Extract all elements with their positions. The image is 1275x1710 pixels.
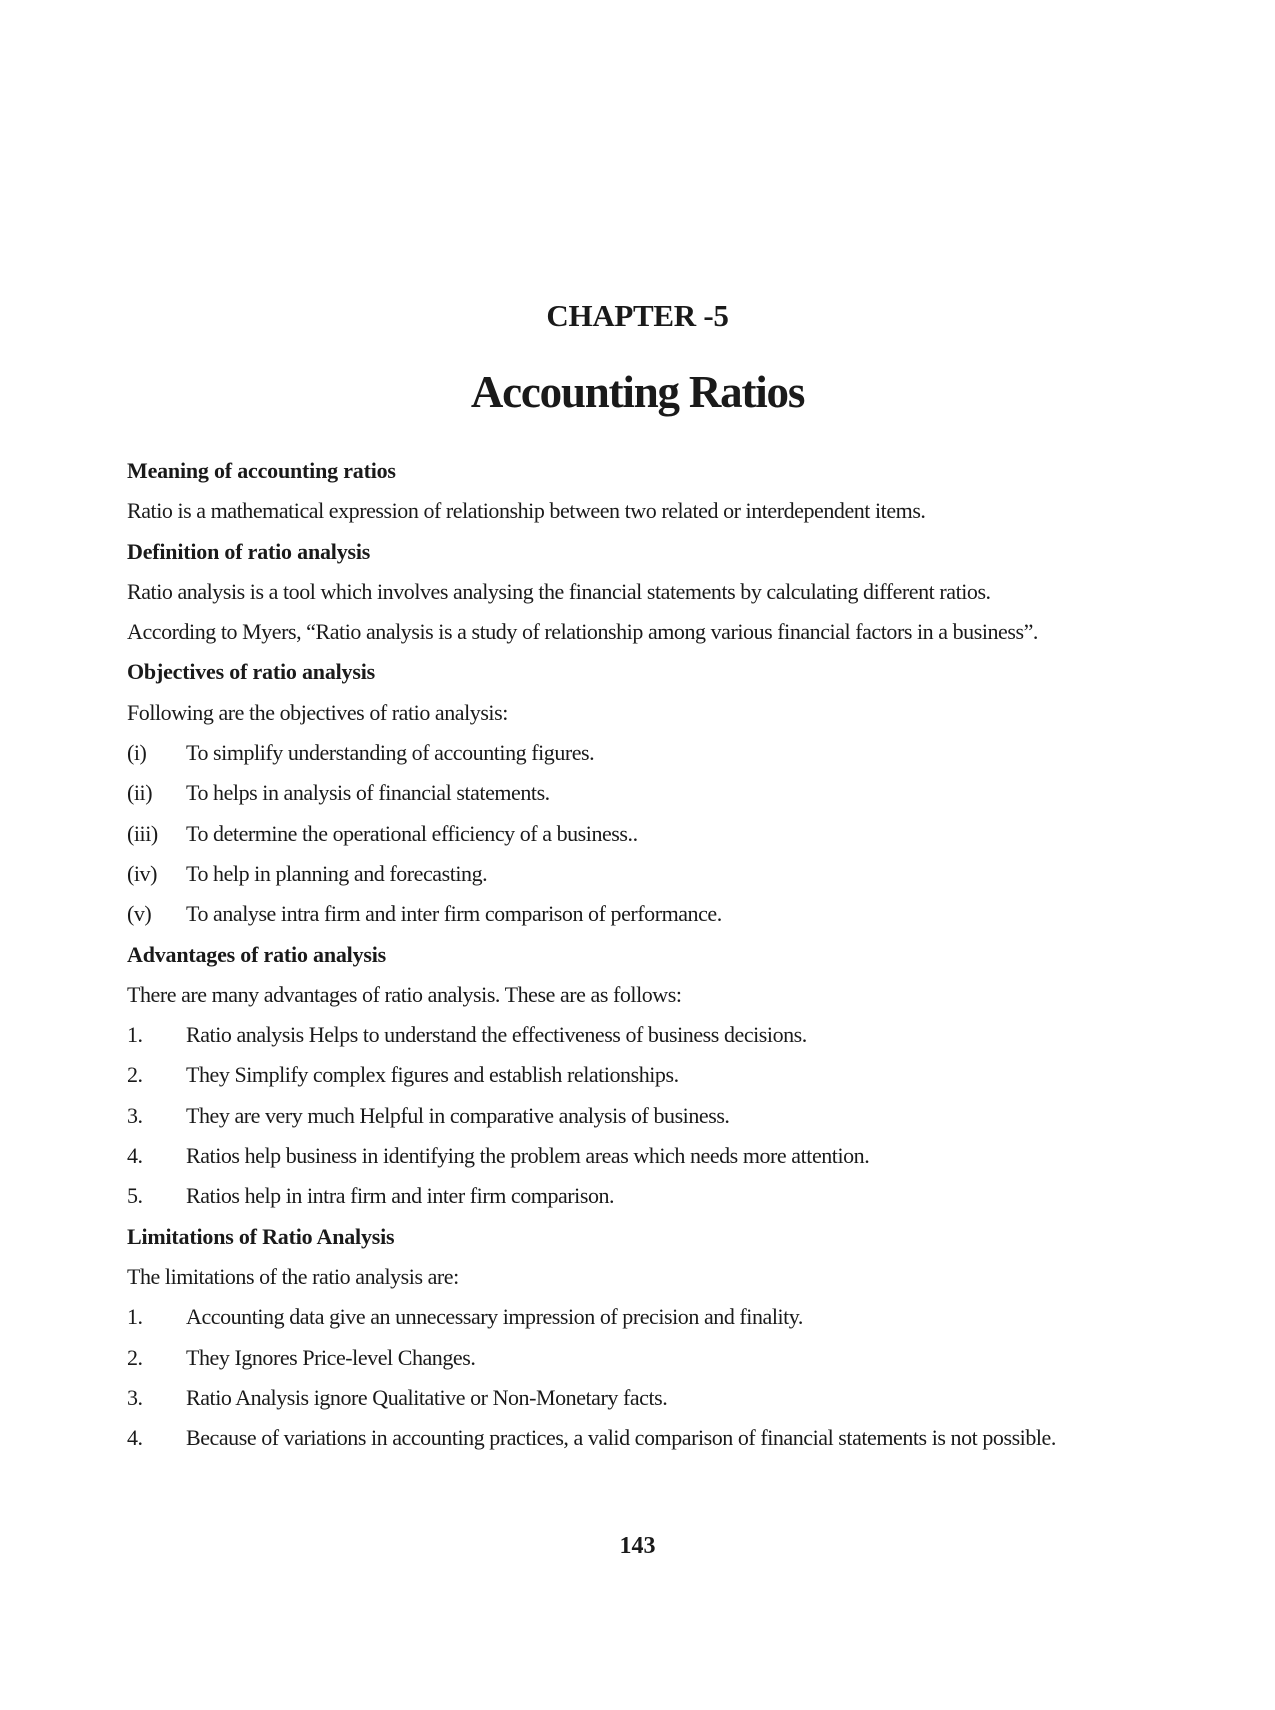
list-item: [127, 1015, 1147, 1055]
list-item-number: (v): [127, 901, 152, 927]
list-item-number: (iii): [127, 820, 158, 846]
list-item-text: They are very much Helpful in comparative analysis of business.: [186, 1102, 730, 1128]
list-item: [127, 1176, 1147, 1216]
list-item-text: To determine the operational efficiency of a business..: [186, 820, 638, 846]
list-item-text: Because of variations in accounting practices, a valid comparison of financial statements is not possible.: [186, 1425, 1056, 1451]
list-item: [127, 1297, 1147, 1337]
list-item-text: To simplify understanding of accounting figures.: [186, 740, 595, 766]
list-item-number: 3.: [127, 1102, 143, 1128]
chapter-content: [127, 451, 1147, 1458]
list-item-number: 2.: [127, 1344, 143, 1370]
list-item: [127, 1055, 1147, 1095]
section-heading-advantages: Advantages of ratio analysis: [127, 941, 387, 967]
paragraph-meaning: Ratio is a mathematical expression of relationship between two related or interdependent items.: [127, 498, 926, 524]
list-item-number: (i): [127, 740, 147, 766]
advantages-list: [127, 1015, 1147, 1216]
list-item-text: To helps in analysis of financial statements.: [186, 780, 550, 806]
list-item-number: 1.: [127, 1022, 143, 1048]
list-item-text: They Ignores Price-level Changes.: [186, 1344, 476, 1370]
list-item-number: (iv): [127, 860, 157, 886]
list-item-text: To analyse intra firm and inter firm comparison of performance.: [186, 901, 722, 927]
list-item: [127, 894, 1147, 934]
chapter-label: CHAPTER -5: [546, 298, 729, 333]
chapter-title: Accounting Ratios: [470, 367, 805, 417]
list-item-number: 4.: [127, 1425, 143, 1451]
list-item-text: Ratios help in intra firm and inter firm comparison.: [186, 1183, 615, 1209]
list-item: [127, 1096, 1147, 1136]
list-item: [127, 733, 1147, 773]
list-item: [127, 1136, 1147, 1176]
list-item-text: Ratio analysis Helps to understand the effectiveness of business decisions.: [186, 1022, 807, 1048]
section-heading-definition: Definition of ratio analysis: [127, 538, 371, 564]
list-item-text: Ratios help business in identifying the problem areas which needs more attention.: [186, 1143, 870, 1169]
list-item: [127, 814, 1147, 854]
list-item-number: 4.: [127, 1143, 143, 1169]
paragraph-objectives-intro: Following are the objectives of ratio analysis:: [127, 699, 508, 725]
list-item-text: Ratio Analysis ignore Qualitative or Non-Monetary facts.: [186, 1384, 668, 1410]
list-item-number: (ii): [127, 780, 153, 806]
list-item-number: 5.: [127, 1183, 143, 1209]
list-item: [127, 1378, 1147, 1418]
page-number: 143: [619, 1533, 656, 1559]
paragraph-advantages-intro: There are many advantages of ratio analysis. These are as follows:: [127, 981, 682, 1007]
paragraph-definition-1: Ratio analysis is a tool which involves analysing the financial statements by calculating different ratios.: [127, 578, 991, 604]
list-item-text: They Simplify complex figures and establish relationships.: [186, 1062, 679, 1088]
list-item-text: To help in planning and forecasting.: [186, 860, 488, 886]
paragraph-limitations-intro: The limitations of the ratio analysis are:: [127, 1263, 459, 1289]
list-item: [127, 1418, 1147, 1458]
list-item: [127, 854, 1147, 894]
section-heading-objectives: Objectives of ratio analysis: [127, 659, 375, 685]
list-item-number: 3.: [127, 1384, 143, 1410]
objectives-list: [127, 733, 1147, 934]
section-heading-meaning: Meaning of accounting ratios: [127, 458, 396, 483]
list-item-text: Accounting data give an unnecessary impression of precision and finality.: [186, 1304, 803, 1330]
paragraph-definition-2: According to Myers, “Ratio analysis is a study of relationship among various financial factors in a business”.: [127, 619, 1038, 645]
list-item: [127, 1338, 1147, 1378]
limitations-list: [127, 1297, 1147, 1458]
list-item-number: 2.: [127, 1062, 143, 1088]
list-item: [127, 773, 1147, 813]
section-heading-limitations: Limitations of Ratio Analysis: [127, 1223, 395, 1249]
list-item-number: 1.: [127, 1304, 143, 1330]
